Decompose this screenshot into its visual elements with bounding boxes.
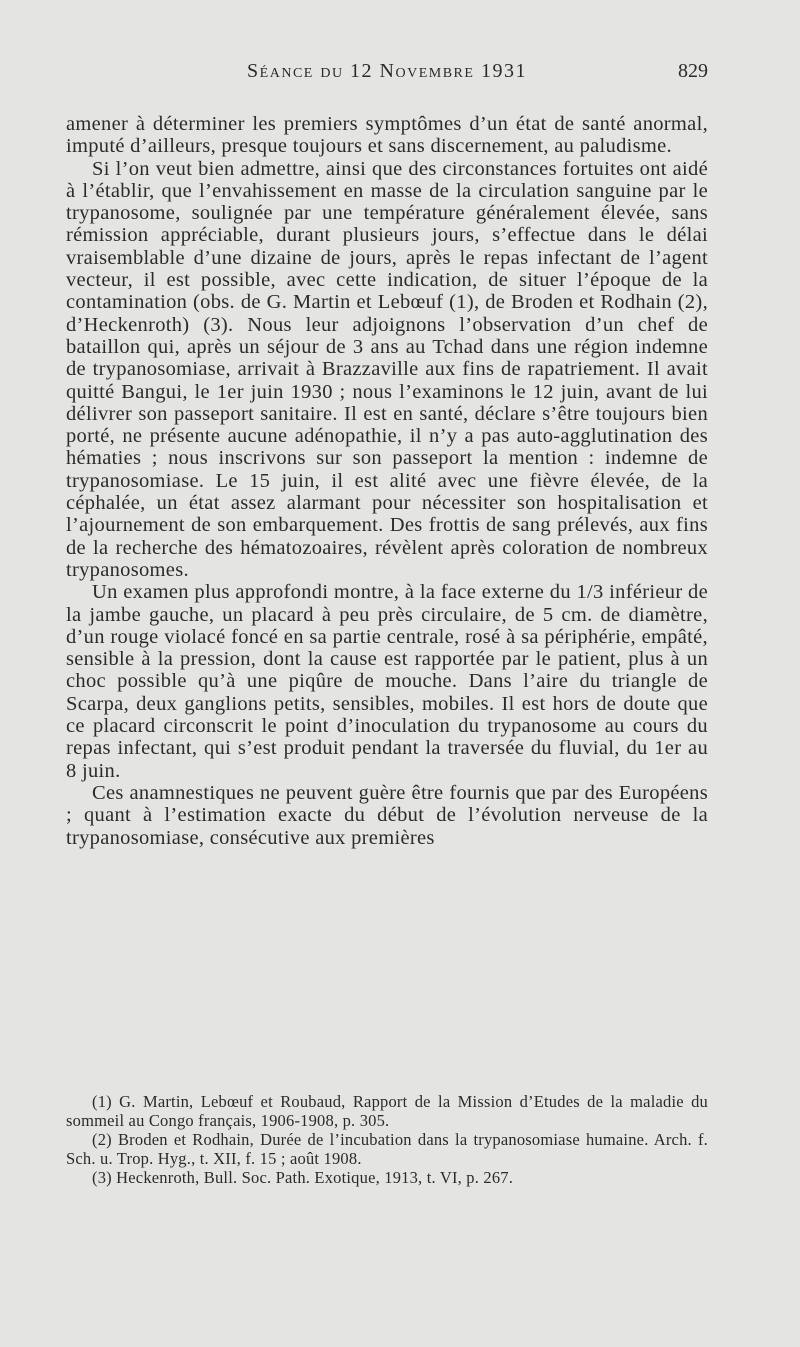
page-number: 829 <box>678 60 708 82</box>
paragraph: Ces anamnestiques ne peuvent guère être fournis que par des Européens ; quant à l’estimation exacte du début de l’évolution nerveuse de la trypanosomiase, consécutive aux premières <box>66 781 708 849</box>
footnote: (1) G. Martin, Lebœuf et Roubaud, Rapport de la Mission d’Etudes de la maladie du sommeil au Congo français, 1906-1908, p. 305. <box>66 1092 708 1130</box>
paragraph: Si l’on veut bien admettre, ainsi que des circonstances fortuites ont aidé à l’établir, que l’envahissement en masse de la circulation sanguine par le trypanosome, soulignée par une température généralement élevée, sans rémission appréciable, durant plusieurs jours, s’effectue dans le délai vraisemblable d’une dizaine de jours, après le repas infectant de l’agent vecteur, il est possible, avec cette indication, de situer l’époque de la contamination (obs. de G. Martin et Lebœuf (1), de Broden et Rodhain (2), d’Heckenroth) (3). Nous leur adjoignons l’observation d’un chef de bataillon qui, après un séjour de 3 ans au Tchad dans une région indemne de trypanosomiase, arrivait à Brazzaville aux fins de rapatriement. Il avait quitté Bangui, le 1er juin 1930 ; nous l’examinons le 12 juin, avant de lui délivrer son passeport sanitaire. Il est en santé, déclare s’être toujours bien porté, ne présente aucune adénopathie, il n’y a pas auto-agglutination des hématies ; nous inscrivons sur son passeport la mention : indemne de trypanosomiase. Le 15 juin, il est alité avec une fièvre élevée, de la céphalée, un état assez alarmant pour nécessiter son hospitalisation et l’ajournement de son embarquement. Des frottis de sang prélevés, aux fins de la recherche des hématozoaires, révèlent après coloration de nombreux trypanosomes. <box>66 157 708 581</box>
footnotes <box>66 1092 708 1187</box>
running-title: Séance du 12 Novembre 1931 <box>247 60 527 82</box>
page-header <box>66 60 708 94</box>
paragraph: Un examen plus approfondi montre, à la face externe du 1/3 inférieur de la jambe gauche, un placard à peu près circulaire, de 5 cm. de diamètre, d’un rouge violacé foncé en sa partie centrale, rosé à sa périphérie, empâté, sensible à la pression, dont la cause est rapportée par le patient, plus à un choc possible qu’à une piqûre de mouche. Dans l’aire du triangle de Scarpa, deux ganglions petits, sensibles, mobiles. Il est hors de doute que ce placard circonscrit le point d’inoculation du trypanosome au cours du repas infectant, qui s’est produit pendant la traversée du fluvial, du 1er au 8 juin. <box>66 581 708 782</box>
body-text <box>66 113 708 849</box>
footnote: (2) Broden et Rodhain, Durée de l’incubation dans la trypanosomiase humaine. Arch. f. Sch. u. Trop. Hyg., t. XII, f. 15 ; août 1908. <box>66 1130 708 1168</box>
footnote: (3) Heckenroth, Bull. Soc. Path. Exotique, 1913, t. VI, p. 267. <box>92 1168 514 1187</box>
paragraph: amener à déterminer les premiers symptômes d’un état de santé anormal, imputé d’ailleurs, presque toujours et sans discernement, au paludisme. <box>66 113 708 158</box>
